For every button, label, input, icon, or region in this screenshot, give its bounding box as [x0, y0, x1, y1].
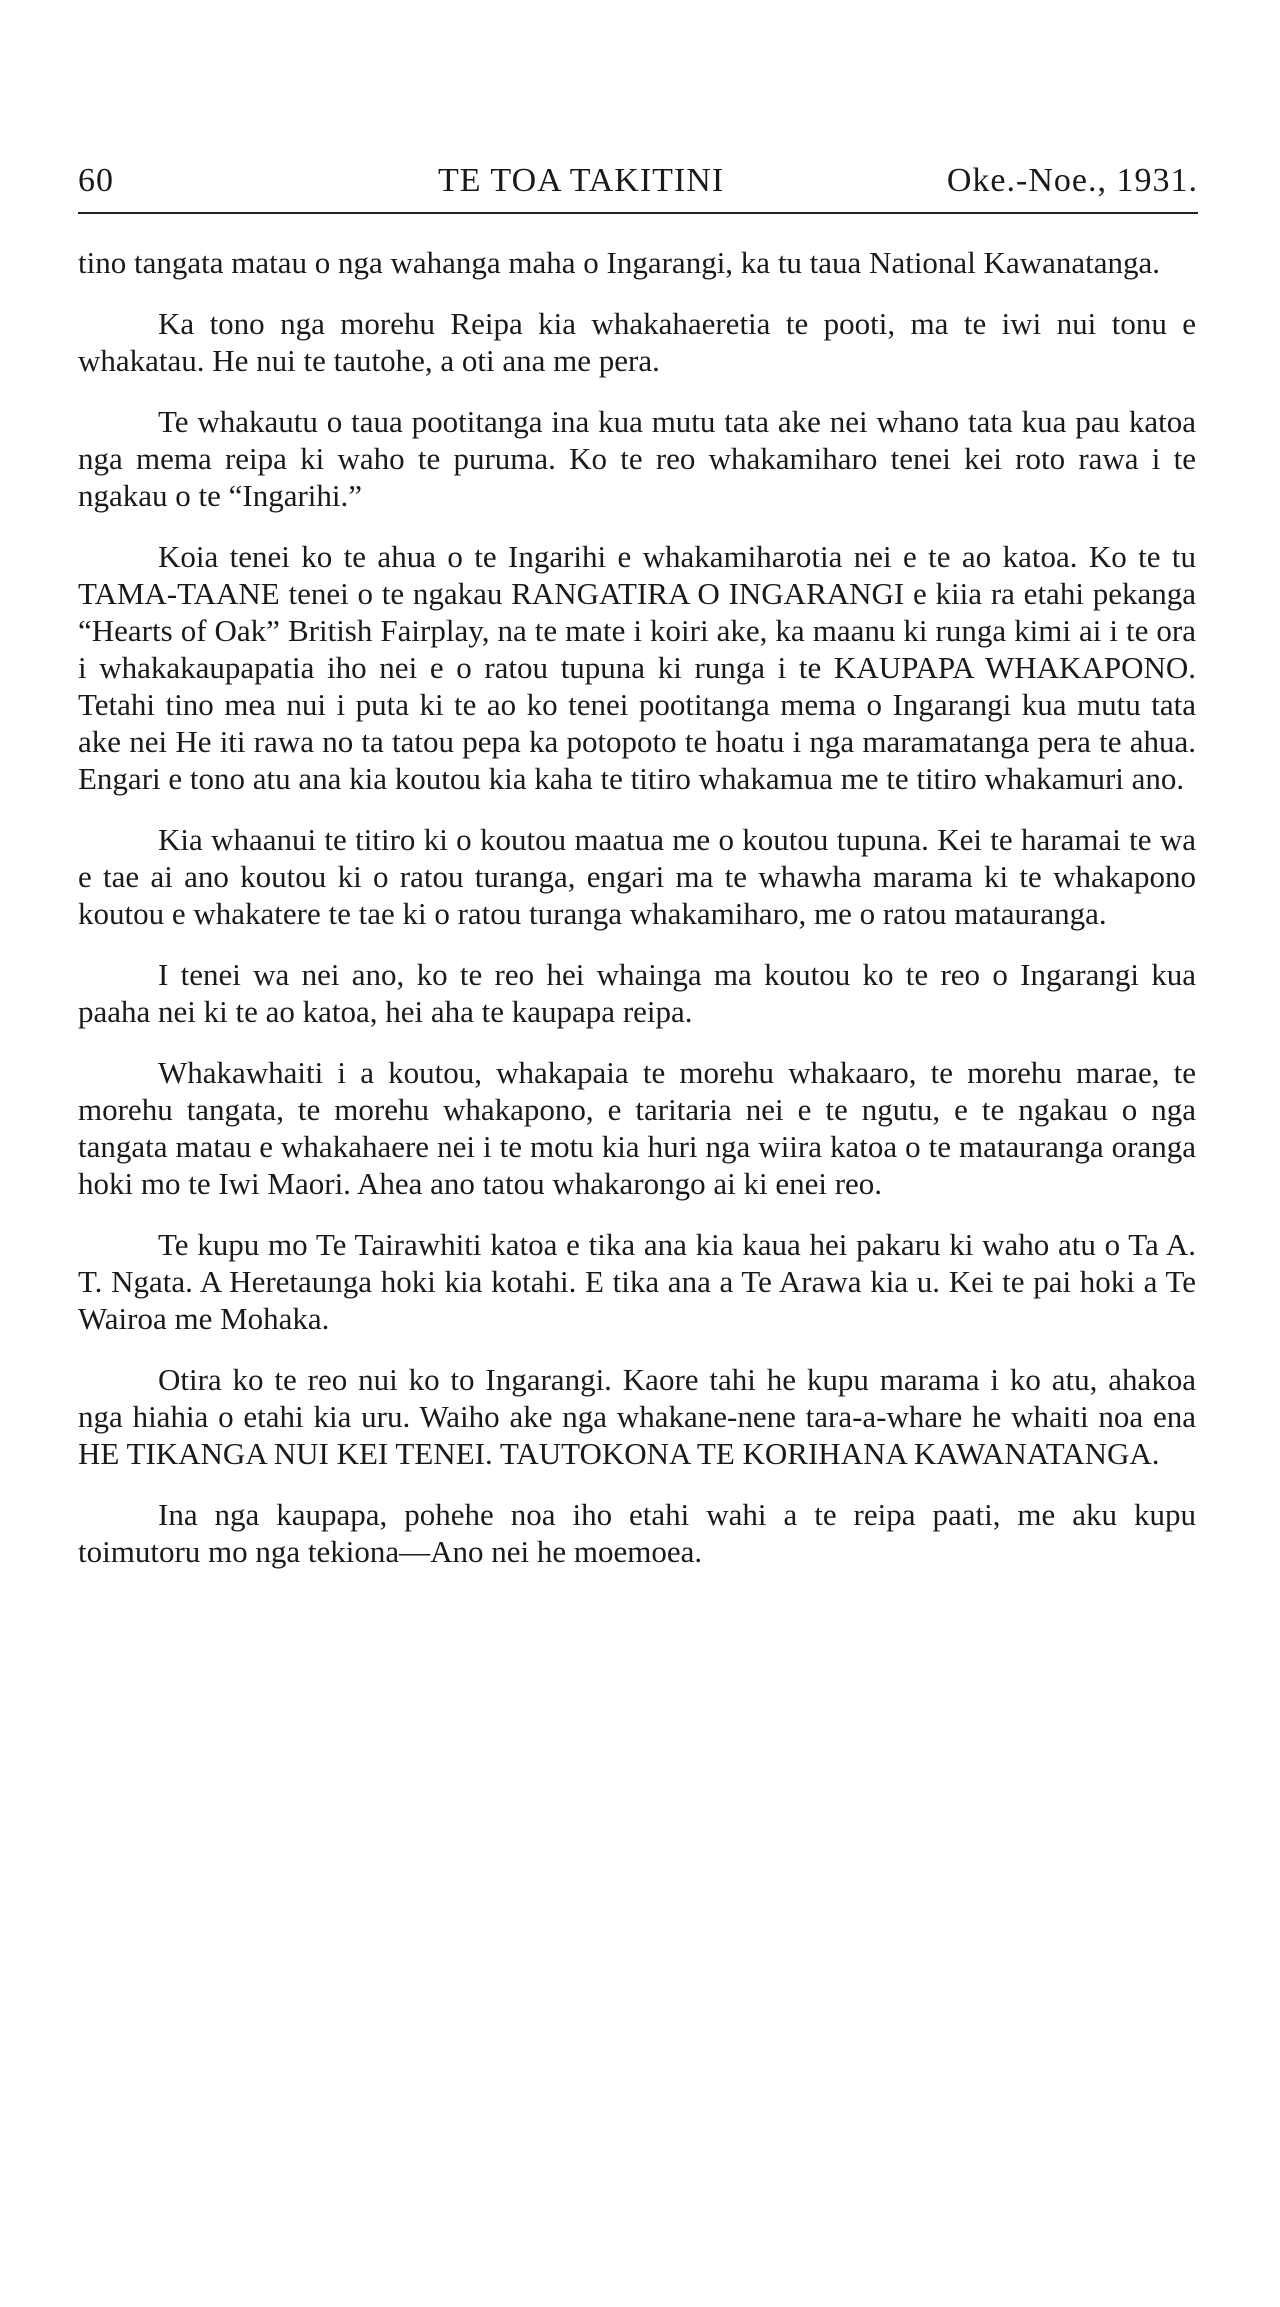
- paragraph-2: Ka tono nga morehu Reipa kia whakahaeretia te pooti, ma te iwi nui tonu e whakatau. He nui te tautohe, a oti ana me pera.: [78, 306, 1196, 378]
- paragraph-6: I tenei wa nei ano, ko te reo hei whainga ma koutou ko te reo o Ingarangi kua paaha nei ki te ao katoa, hei aha te kaupapa reipa.: [78, 957, 1196, 1029]
- page-header: [78, 162, 1198, 210]
- page-number: 60: [78, 162, 114, 199]
- paragraph-4: Koia tenei ko te ahua o te Ingarihi e whakamiharotia nei e te ao katoa. Ko te tu TAMA-TAANE tenei o te ngakau RANGATIRA O INGARANGI e kiia ra etahi pekanga “Hearts of Oak” British Fairplay, na te mate i koiri ake, ka maanu ki runga kimi ai i te ora i whakakaupapatia iho nei e o ratou tupuna ki runga i te KAUPAPA WHAKAPONO. Tetahi tino mea nui i puta ki te ao ko tenei pootitanga mema o Ingarangi kua mutu tata ake nei He iti rawa no ta tatou pepa ka potopoto te hoatu i nga maramatanga pera te ahua. Engari e tono atu ana kia koutou kia kaha te titiro whakamua me te titiro whakamuri ano.: [78, 539, 1196, 796]
- article-body: [78, 244, 1196, 1594]
- issue-date: Oke.-Noe., 1931.: [946, 162, 1198, 199]
- paragraph-1: tino tangata matau o nga wahanga maha o Ingarangi, ka tu taua National Kawanatanga.: [78, 245, 1160, 280]
- paragraph-9: Otira ko te reo nui ko to Ingarangi. Kaore tahi he kupu marama i ko atu, ahakoa nga hiahia o etahi kia uru. Waiho ake nga whakane-nene tara-a-whare he whaiti noa ena HE TIKANGA NUI KEI TENEI. TAUTOKONA TE KORIHANA KAWANATANGA.: [78, 1362, 1196, 1471]
- paragraph-3: Te whakautu o taua pootitanga ina kua mutu tata ake nei whano tata kua pau katoa nga mema reipa ki waho te puruma. Ko te reo whakamiharo tenei kei roto rawa i te ngakau o te “Ingarihi.”: [78, 404, 1196, 513]
- paragraph-7: Whakawhaiti i a koutou, whakapaia te morehu whakaaro, te morehu marae, te morehu tangata, te morehu whakapono, e taritaria nei e te ngutu, e te ngakau o nga tangata matau e whakahaere nei i te motu kia huri nga wiira katoa o te matauranga oranga hoki mo te Iwi Maori. Ahea ano tatou whakarongo ai ki enei reo.: [78, 1055, 1196, 1201]
- header-rule: [78, 212, 1198, 214]
- running-title: TE TOA TAKITINI: [438, 162, 725, 199]
- paragraph-10: Ina nga kaupapa, pohehe noa iho etahi wahi a te reipa paati, me aku kupu toimutoru mo nga tekiona—Ano nei he moemoea.: [78, 1497, 1196, 1569]
- paragraph-8: Te kupu mo Te Tairawhiti katoa e tika ana kia kaua hei pakaru ki waho atu o Ta A. T. Ngata. A Heretaunga hoki kia kotahi. E tika ana a Te Arawa kia u. Kei te pai hoki a Te Wairoa me Mohaka.: [78, 1227, 1196, 1336]
- paragraph-5: Kia whaanui te titiro ki o koutou maatua me o koutou tupuna. Kei te haramai te wa e tae ai ano koutou ki o ratou turanga, engari ma te whawha marama ki te whakapono koutou e whakatere te tae ki o ratou turanga whakamiharo, me o ratou matauranga.: [78, 822, 1196, 931]
